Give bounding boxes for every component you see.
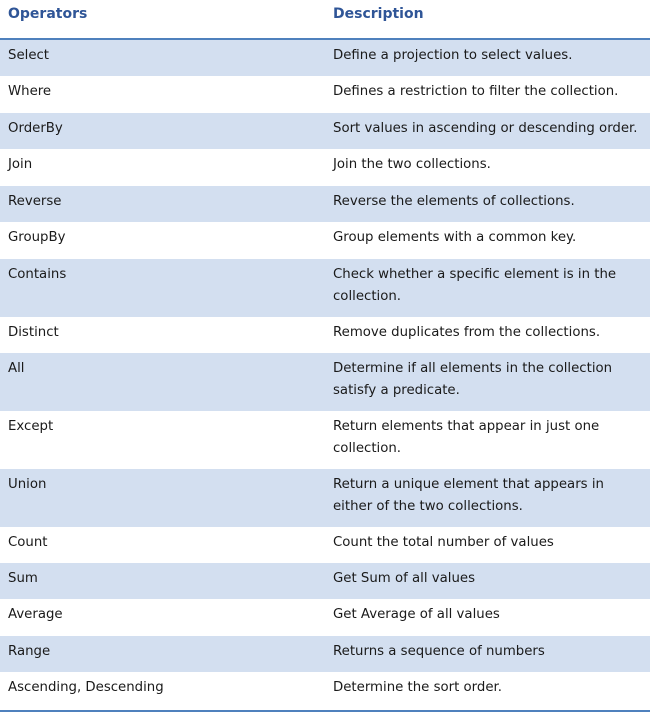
- table-row: [0, 113, 650, 149]
- table-row: [0, 599, 650, 636]
- description-cell: Count the total number of values: [333, 535, 554, 550]
- table-bottom-rule: [0, 710, 650, 712]
- description-cell: Sort values in ascending or descending order.: [333, 121, 638, 136]
- table-row: [0, 186, 650, 222]
- column-header-operators: Operators: [8, 6, 88, 22]
- description-cell: Remove duplicates from the collections.: [333, 325, 601, 340]
- table-row: [0, 672, 650, 710]
- operator-cell: Range: [8, 644, 51, 659]
- table-row: [0, 259, 650, 317]
- column-header-description: Description: [333, 6, 424, 22]
- description-cell: Determine the sort order.: [333, 680, 503, 695]
- description-cell: Determine if all elements in the collection satisfy a predicate.: [333, 361, 613, 398]
- description-cell: Get Average of all values: [333, 607, 500, 622]
- description-cell: Defines a restriction to filter the collection.: [333, 84, 619, 99]
- operator-cell: Contains: [8, 267, 67, 282]
- description-cell: Returns a sequence of numbers: [333, 644, 545, 659]
- table-row: [0, 563, 650, 599]
- table-row: [0, 149, 650, 186]
- description-cell: Reverse the elements of collections.: [333, 194, 575, 209]
- operator-cell: Reverse: [8, 194, 62, 209]
- description-cell: Return a unique element that appears in either of the two collections.: [333, 477, 604, 514]
- description-cell: Join the two collections.: [333, 157, 491, 172]
- table-row: [0, 527, 650, 563]
- table-row: [0, 469, 650, 527]
- table-row: [0, 636, 650, 672]
- operator-cell: Join: [8, 157, 33, 172]
- table-header: [0, 0, 650, 40]
- description-cell: Check whether a specific element is in the collection.: [333, 267, 617, 304]
- operator-cell: OrderBy: [8, 121, 63, 136]
- description-cell: Get Sum of all values: [333, 571, 476, 586]
- operator-cell: Where: [8, 84, 52, 99]
- table-row: [0, 353, 650, 411]
- description-cell: Define a projection to select values.: [333, 48, 573, 63]
- operator-cell: Union: [8, 477, 47, 492]
- operator-cell: Select: [8, 48, 50, 63]
- table-row: [0, 411, 650, 469]
- operator-cell: Average: [8, 607, 63, 622]
- operator-cell: Distinct: [8, 325, 59, 340]
- table-row: [0, 317, 650, 353]
- table-row: [0, 40, 650, 76]
- description-cell: Return elements that appear in just one collection.: [333, 419, 600, 456]
- description-cell: Group elements with a common key.: [333, 230, 577, 245]
- operator-cell: Ascending, Descending: [8, 680, 164, 695]
- operator-cell: GroupBy: [8, 230, 66, 245]
- table-row: [0, 222, 650, 259]
- operator-cell: Except: [8, 419, 54, 434]
- table-row: [0, 76, 650, 113]
- operator-cell: Sum: [8, 571, 38, 586]
- operator-cell: All: [8, 361, 25, 376]
- operator-cell: Count: [8, 535, 48, 550]
